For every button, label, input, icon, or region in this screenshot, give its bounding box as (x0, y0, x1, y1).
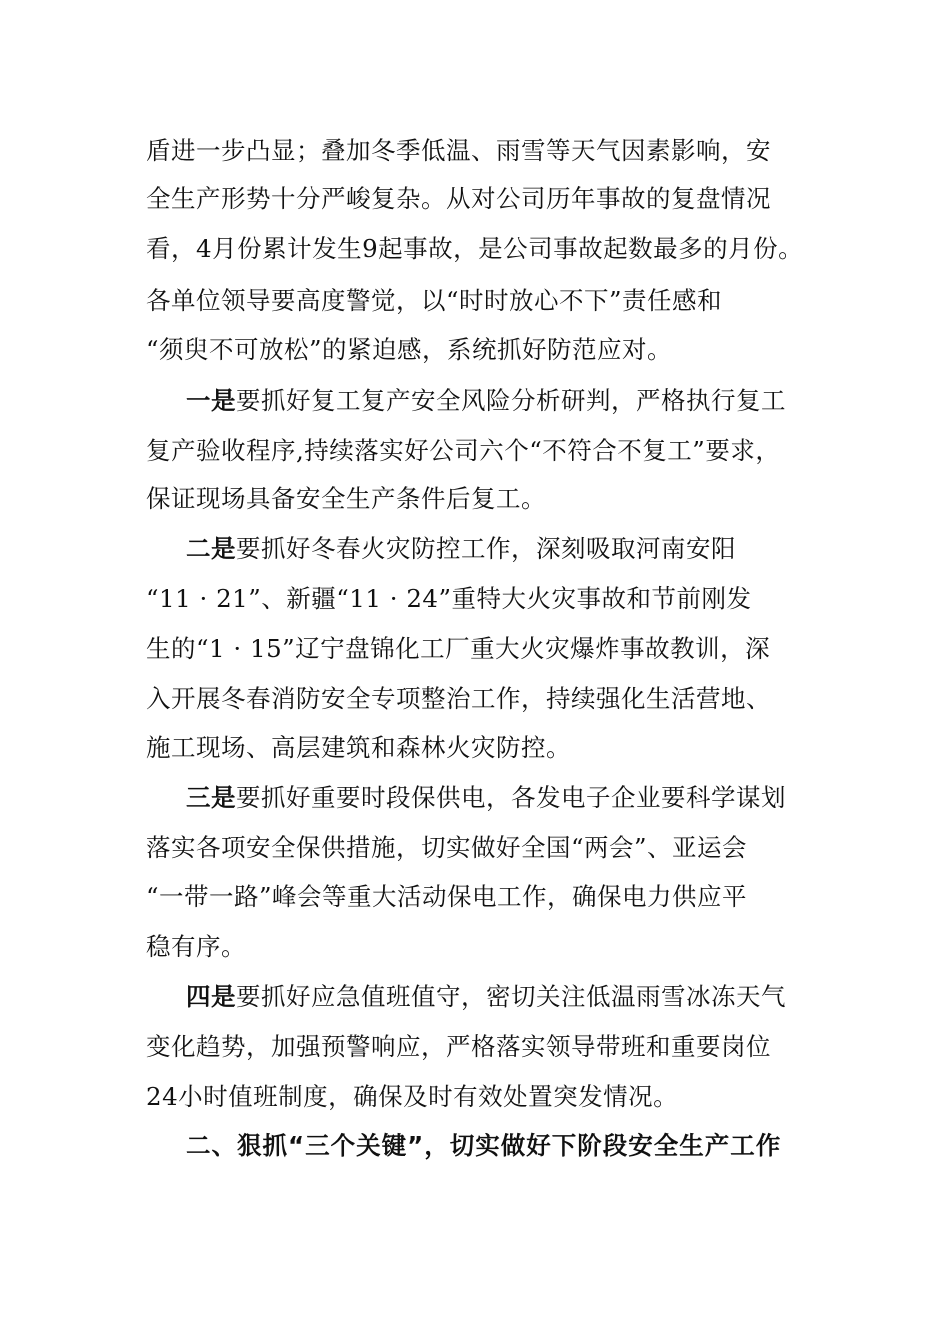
item-lead: 二是 (186, 534, 236, 563)
text-line: 入开展冬春消防安全专项整治工作，持续强化生活营地、 (146, 684, 771, 713)
text-line: 变化趋势，加强预警响应，严格落实领导带班和重要岗位 (146, 1032, 771, 1061)
item-lead: 三是 (186, 783, 236, 812)
text-line: 保证现场具备安全生产条件后复工。 (146, 484, 546, 513)
item-lead: 四是 (186, 982, 236, 1011)
text-line: “一带一路”峰会等重大活动保电工作，确保电力供应平 (146, 882, 748, 911)
text-line: 生的“1 · 15”辽宁盘锦化工厂重大火灾爆炸事故教训，深 (146, 634, 771, 663)
text-line: 复产验收程序,持续落实好公司六个“不符合不复工”要求， (146, 436, 781, 465)
text-line (186, 532, 736, 566)
text-line (186, 781, 786, 815)
item-text: 要抓好复工复产安全风险分析研判，严格执行复工 (236, 386, 786, 415)
text-line: 看，4月份累计发生9起事故，是公司事故起数最多的月份。 (146, 234, 804, 263)
text-line: “11 · 21”、新疆“11 · 24”重特大火灾事故和节前刚发 (146, 584, 752, 613)
item-text: 要抓好冬春火灾防控工作，深刻吸取河南安阳 (236, 534, 736, 563)
text-line: 各单位领导要高度警觉，以“时时放心不下”责任感和 (146, 286, 723, 315)
text-line: 全生产形势十分严峻复杂。从对公司历年事故的复盘情况 (146, 184, 771, 213)
text-line: 稳有序。 (146, 932, 246, 961)
section-heading: 二、狠抓“三个关键”，切实做好下阶段安全生产工作 (186, 1131, 782, 1160)
item-text: 要抓好应急值班值守，密切关注低温雨雪冰冻天气 (236, 982, 786, 1011)
text-line: 施工现场、高层建筑和森林火灾防控。 (146, 733, 571, 762)
item-text: 要抓好重要时段保供电，各发电子企业要科学谋划 (236, 783, 786, 812)
text-line: 24小时值班制度，确保及时有效处置突发情况。 (146, 1082, 679, 1111)
item-lead: 一是 (186, 386, 236, 415)
text-line (186, 384, 786, 418)
text-line: 落实各项安全保供措施，切实做好全国“两会”、亚运会 (146, 833, 748, 862)
text-line (186, 980, 786, 1014)
text-line: 盾进一步凸显；叠加冬季低温、雨雪等天气因素影响，安 (146, 136, 771, 165)
text-line: “须臾不可放松”的紧迫感，系统抓好防范应对。 (146, 335, 673, 364)
